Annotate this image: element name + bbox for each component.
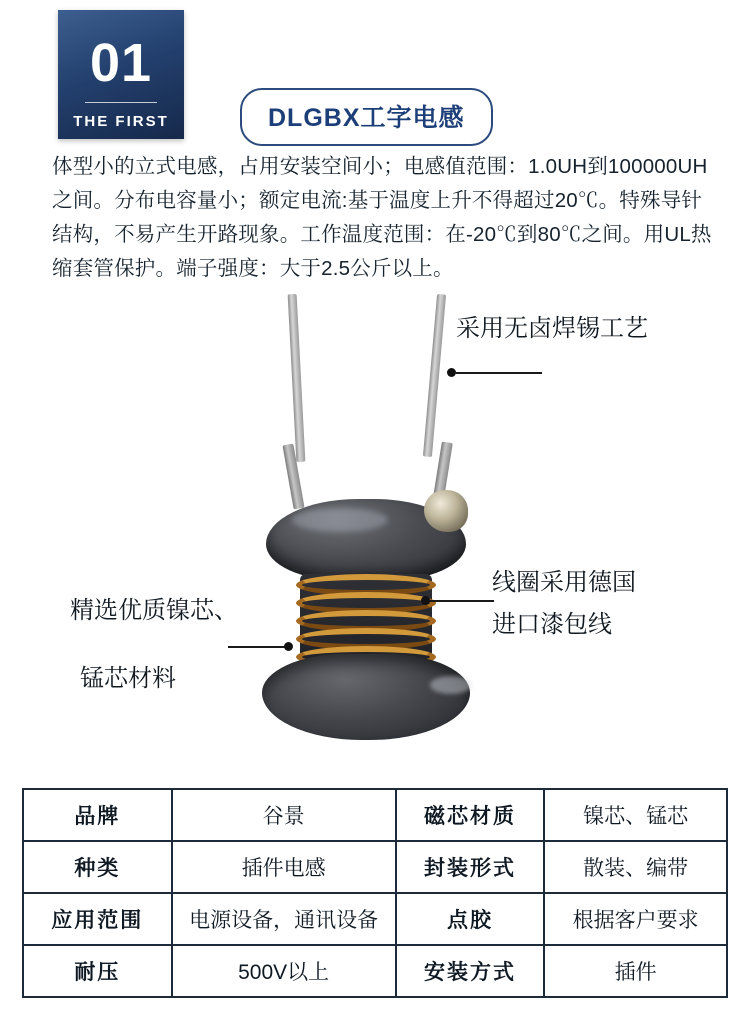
callout-dot bbox=[421, 596, 430, 605]
product-description: 体型小的立式电感，占用安装空间小；电感值范围：1.0UH到100000UH之间。分布电容量小；额定电流:基于温度上升不得超过20℃。特殊导针结构，不易产生开路现象。工作温度范围：在-20℃到80℃之间。用UL热缩套管保护。端子强度：大于2.5公斤以上。 bbox=[52, 155, 712, 280]
callout-core-material-line2: 锰芯材料 bbox=[80, 665, 176, 692]
table-row bbox=[23, 841, 727, 893]
spec-value: 500V以上 bbox=[172, 945, 396, 997]
table-row bbox=[23, 945, 727, 997]
spec-key: 磁芯材质 bbox=[396, 789, 545, 841]
spec-table bbox=[22, 788, 728, 998]
callout-core-material-line1: 精选优质镍芯、 bbox=[70, 597, 238, 624]
core-highlight bbox=[292, 508, 388, 532]
section-badge bbox=[58, 10, 184, 139]
spec-value: 镍芯、锰芯 bbox=[544, 789, 727, 841]
page-title: DLGBX工字电感 bbox=[240, 88, 493, 146]
callout-coil-wire-line2: 进口漆包线 bbox=[492, 611, 612, 638]
callout-dot bbox=[284, 642, 293, 651]
spec-value: 插件 bbox=[544, 945, 727, 997]
callout-leader-line bbox=[428, 600, 494, 602]
callout-leader-line bbox=[228, 646, 290, 648]
spec-key: 封装形式 bbox=[396, 841, 545, 893]
badge-number: 01 bbox=[89, 33, 153, 93]
spec-key: 应用范围 bbox=[23, 893, 172, 945]
badge-divider bbox=[85, 102, 157, 103]
callout-solder-process: 采用无卤焊锡工艺 bbox=[456, 315, 648, 342]
product-photo bbox=[0, 294, 750, 744]
spec-value: 根据客户要求 bbox=[544, 893, 727, 945]
bottom-flange-highlight bbox=[430, 676, 472, 694]
callout-leader-line bbox=[456, 372, 542, 374]
callout-dot bbox=[447, 368, 456, 377]
spec-key: 安装方式 bbox=[396, 945, 545, 997]
solder-joint bbox=[424, 490, 468, 532]
table-row bbox=[23, 789, 727, 841]
spec-value: 插件电感 bbox=[172, 841, 396, 893]
spec-value: 谷景 bbox=[172, 789, 396, 841]
callout-coil-wire-line1: 线圈采用德国 bbox=[492, 569, 636, 596]
badge-subtitle: THE FIRST bbox=[73, 113, 169, 130]
spec-table-container bbox=[22, 788, 728, 998]
spec-value: 散装、编带 bbox=[544, 841, 727, 893]
spec-value: 电源设备，通讯设备 bbox=[172, 893, 396, 945]
spec-key: 种类 bbox=[23, 841, 172, 893]
page-header bbox=[0, 0, 750, 150]
spec-key: 点胶 bbox=[396, 893, 545, 945]
table-row bbox=[23, 893, 727, 945]
spec-key: 耐压 bbox=[23, 945, 172, 997]
spec-key: 品牌 bbox=[23, 789, 172, 841]
